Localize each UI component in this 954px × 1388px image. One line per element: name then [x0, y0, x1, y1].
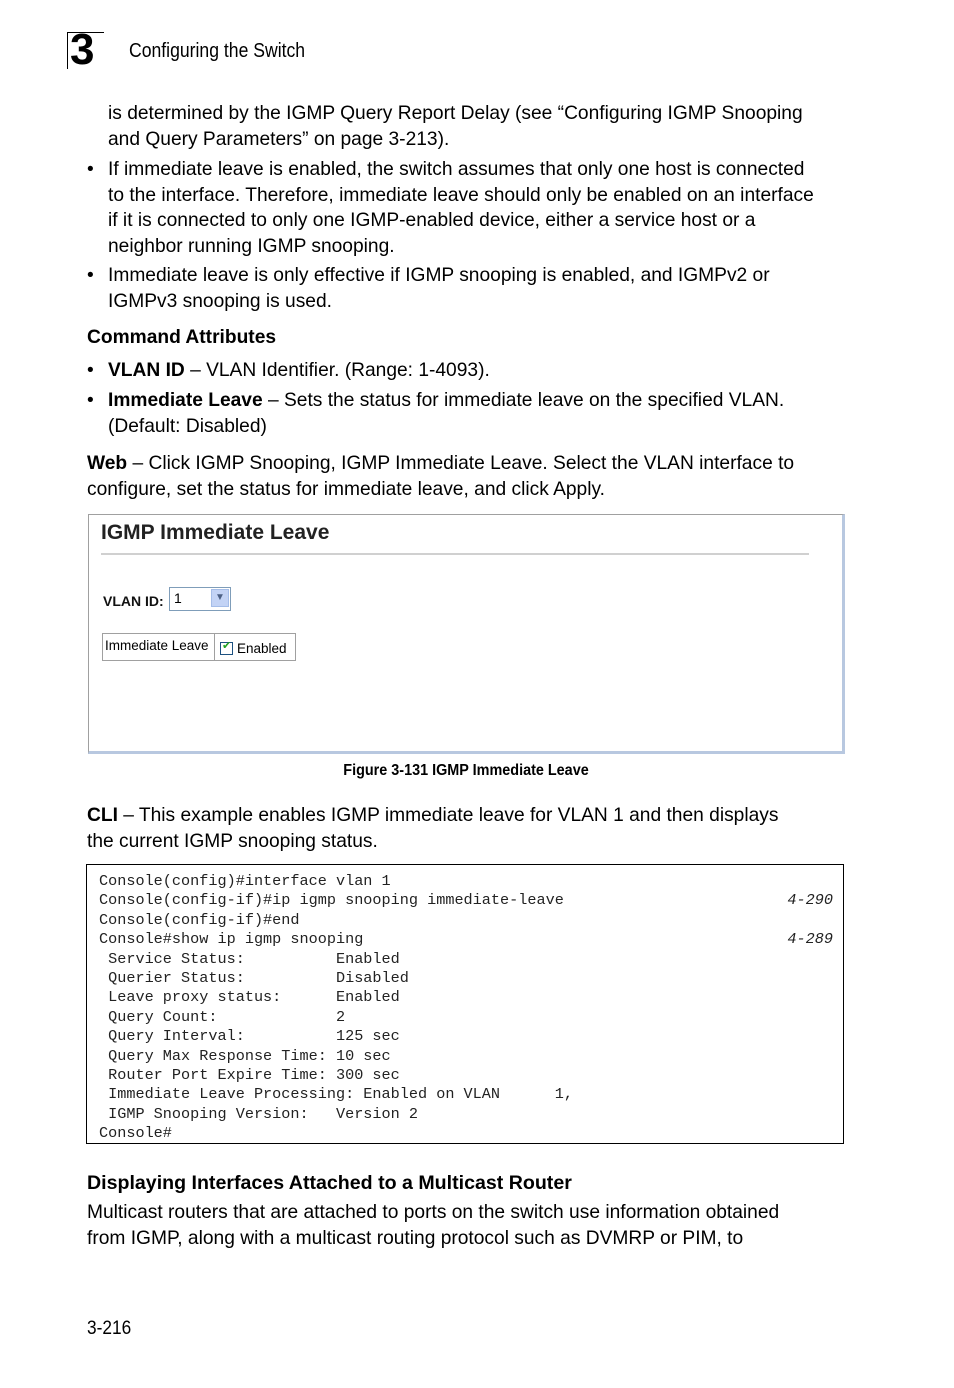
vlan-id-value: 1 [174, 590, 182, 606]
attribute-immediate-leave: Immediate Leave – Sets the status for immediate leave on the specified VLAN. (Default: Disabled) [108, 390, 785, 437]
code-line: Service Status: Enabled [99, 949, 400, 968]
code-line: Console(config-if)#end [99, 910, 300, 929]
bullet-marker: • [87, 265, 94, 286]
code-line: Query Max Response Time: 10 sec [99, 1046, 391, 1065]
enabled-label: Enabled [237, 641, 287, 656]
running-header-title: Configuring the Switch [129, 40, 306, 62]
code-line: Leave proxy status: Enabled [99, 988, 400, 1007]
command-attributes-heading: Command Attributes [87, 327, 277, 348]
bullet-marker: • [87, 390, 94, 411]
code-line: Console(config)#interface vlan 1 [99, 872, 391, 890]
bullet-marker: • [87, 159, 94, 180]
code-line: Query Interval: 125 sec [99, 1027, 400, 1046]
enabled-checkbox-cell [215, 634, 295, 660]
figure-caption: Figure 3-131 IGMP Immediate Leave [343, 762, 589, 779]
bullet-marker: • [87, 360, 94, 381]
chapter-number: 3 [70, 25, 95, 74]
bullet-immediate-leave-effective: Immediate leave is only effective if IGMP snooping is enabled, and IGMPv2 or IGMPv3 snooping is used. [108, 265, 770, 312]
immediate-leave-row [102, 633, 296, 661]
code-line: Query Count: 2 [99, 1007, 346, 1026]
section-paragraph: Multicast routers that are attached to ports on the switch use information obtained from IGMP, along with a multicast routing protocol such as DVMRP or PIM, to [87, 1202, 780, 1249]
section-heading: Displaying Interfaces Attached to a Multicast Router [87, 1172, 572, 1194]
code-page-reference: 4-289 [787, 930, 833, 949]
chevron-down-icon[interactable]: ▼ [211, 589, 229, 607]
code-line: Immediate Leave Processing: Enabled on VLAN 1, [99, 1085, 573, 1104]
web-instructions: Web – Click IGMP Snooping, IGMP Immediate Leave. Select the VLAN interface to configure, set the status for immediate leave, and click Apply. [87, 453, 795, 500]
code-line: Console# [99, 1124, 172, 1143]
code-line: Querier Status: Disabled [99, 969, 409, 987]
vlan-id-select[interactable] [169, 587, 231, 611]
intro-continuation: is determined by the IGMP Query Report Delay (see “Configuring IGMP Snooping and Query Parameters” on page 3-213). [108, 103, 803, 150]
figure-panel-title: IGMP Immediate Leave [101, 521, 330, 544]
code-line: IGMP Snooping Version: Version 2 [99, 1104, 418, 1123]
checkmark-icon: ✔ [222, 640, 232, 652]
code-page-reference: 4-290 [787, 891, 833, 910]
cli-instructions: CLI – This example enables IGMP immediate leave for VLAN 1 and then displays the current IGMP snooping status. [87, 805, 779, 852]
code-line: Console#show ip igmp snooping [99, 930, 364, 949]
attribute-vlan-id: VLAN ID – VLAN Identifier. (Range: 1-4093). [108, 360, 490, 381]
page-number: 3-216 [87, 1318, 132, 1339]
code-line: Router Port Expire Time: 300 sec [99, 1066, 400, 1084]
cli-code-block [86, 864, 844, 1144]
code-line: Console(config-if)#ip igmp snooping immediate-leave [99, 891, 564, 910]
bullet-immediate-leave-host: If immediate leave is enabled, the switch assumes that only one host is connected to the interface. Therefore, immediate leave should only be enabled on an interface if it is connected to only one IGMP-enabled device, either a service host or a neighbor running IGMP snooping. [108, 159, 814, 257]
title-divider [101, 553, 809, 555]
igmp-immediate-leave-screenshot [88, 514, 845, 754]
vlan-id-label: VLAN ID: [103, 593, 164, 609]
immediate-leave-label: Immediate Leave [103, 634, 215, 660]
enabled-checkbox[interactable] [220, 642, 233, 655]
